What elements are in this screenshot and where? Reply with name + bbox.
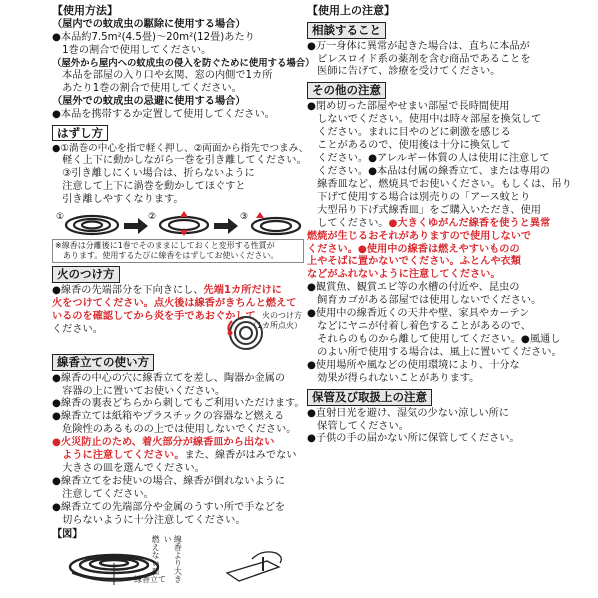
removal-lines xyxy=(52,143,309,207)
removal-note-line: あります。使用するたびに線香をはずしてお使いください。 xyxy=(55,251,279,261)
arrow-up-icon xyxy=(256,212,264,218)
usage-line: ●本品約7.5m²(4.5畳)〜20m²(12畳)あたり xyxy=(52,31,255,43)
stand-heading: 線香立ての使い方 xyxy=(52,354,154,371)
coil-steps-svg xyxy=(52,209,304,237)
other-line: などにヤニが付着し着色することがあるので、 xyxy=(307,321,531,333)
usage-line: （屋外での蚊成虫の忌避に使用する場合） xyxy=(52,95,246,107)
stand-line: ●線香の裏表どちらから刺してもご利用いただけます。 xyxy=(52,398,305,410)
other-line: 飼育カゴがある部屋では使用しないでください。 xyxy=(307,295,542,307)
lighting-text: ●線香の先端部分を下向きにし、 xyxy=(52,285,204,297)
consult-heading: 相談すること xyxy=(307,22,386,39)
other-red-line: 燃焼が生じるおそれがありますので使用しないで xyxy=(307,230,532,242)
lighting-caption: 火のつけ方 xyxy=(262,310,302,320)
figure-bowl-label: 燃えない皿 xyxy=(151,535,161,575)
lighting-caption-sub: （1カ所点火） xyxy=(248,320,302,330)
coil-icon xyxy=(66,216,118,234)
removal-heading: はずし方 xyxy=(52,125,108,142)
stand-red-text: ように注意してください。 xyxy=(52,450,185,462)
other-line: 下げて使用する場合は別売りの「アース蚊とり xyxy=(307,191,531,203)
stand-red-line: ●火災防止のため、着火部分が線香皿から出ない xyxy=(52,437,275,449)
usage-lines xyxy=(52,31,315,122)
consult-line: ●万一身体に異常が起きた場合は、直ちに本品が xyxy=(307,40,530,52)
lighting-red-line: 火をつけてください。点火後は線香がきちんと燃えて xyxy=(52,298,297,310)
other-line: ください。まれに目やのどに刺激を感じる xyxy=(307,126,511,138)
lighting-red-text: 先端1カ所だけに xyxy=(203,285,282,297)
arrow-right-icon xyxy=(124,218,148,234)
figure-bowl-size-label: 線香より大きい xyxy=(163,535,183,583)
stand-figure xyxy=(52,529,304,587)
other-red-line: などがふれないように注意してください。 xyxy=(307,269,501,281)
stand-line: 大きさの皿を選んでください。 xyxy=(52,463,205,475)
other-line: ●使用中の線香近くの天井や壁、家具やカーテン xyxy=(307,308,530,320)
storage-line: ●直射日光を避け、湿気の少ない涼しい所に xyxy=(307,407,510,419)
other-heading: その他の注意 xyxy=(307,82,386,99)
other-line: 線香皿など、燃焼具でお使いください。もしくは、吊り xyxy=(307,178,572,190)
removal-line: 注意して上下に渦巻を動かしてほぐすと xyxy=(52,181,246,193)
step-2-label: ② xyxy=(148,212,157,223)
other-line: ●使用場所や風などの使用環境により、十分な xyxy=(307,360,520,372)
removal-line: 軽く上下に動かしながら一巻を引き離してください。 xyxy=(52,155,307,167)
stand-line: 容器の上に置いてお使いください。 xyxy=(52,385,226,397)
removal-note xyxy=(52,239,304,263)
removal-steps-illustration xyxy=(52,209,304,237)
stand-line: ●線香立てをお使いの場合、線香が倒れないように xyxy=(52,476,286,488)
storage-heading: 保管及び取扱上の注意 xyxy=(307,389,432,406)
arrow-up-icon xyxy=(180,211,188,217)
other-lines xyxy=(307,101,572,386)
other-line: ください。●アレルギー体質の人は使用に注意して xyxy=(307,152,550,164)
left-column xyxy=(52,4,315,587)
other-line: 大型吊り下げ式線香皿」をご購入いただき、使用 xyxy=(307,204,541,216)
stand-line: ●線香立ての先端部分や金属のうすい所で手などを xyxy=(52,502,286,514)
stand-text: また、線香がはみでない xyxy=(184,450,297,462)
stand-line: 注意してください。 xyxy=(52,489,154,501)
other-red-line: ください。●使用中の線香は燃えやすいものの xyxy=(307,243,520,255)
usage-line: あたり1巻の割合で使用してください。 xyxy=(52,82,242,94)
figure-title: 【図】 xyxy=(52,529,83,540)
hand-holding-stand-icon xyxy=(227,552,281,581)
storage-lines xyxy=(307,408,552,447)
consult-line: ピレスロイド系の薬剤を含む商品であることを xyxy=(307,53,531,65)
figure-stand-label: 線香立て xyxy=(134,575,166,584)
other-line: 効果が得られないことがあります。 xyxy=(307,373,480,385)
other-red-line: 上やそばに置かないでください。ふとんや衣類 xyxy=(307,256,521,268)
lighting-illustration xyxy=(216,311,304,351)
usage-line: 1巻の割合で使用してください。 xyxy=(52,44,212,56)
coil-icon xyxy=(252,218,300,234)
arrow-right-icon xyxy=(214,218,238,234)
storage-line: ●子供の手の届かない所に保管してください。 xyxy=(307,433,520,445)
removal-line: ●①渦巻の中心を指で軽く押し、②両面から指先でつまみ、 xyxy=(52,143,309,155)
removal-line: 引き離しやすくなります。 xyxy=(52,194,184,206)
usage-method-title: 【使用方法】 xyxy=(52,4,118,17)
usage-indoor-heading: （屋内での蚊成虫の駆除に使用する場合） xyxy=(52,18,246,30)
stand-line: 切らないように十分注意してください。 xyxy=(52,515,246,527)
lighting-row xyxy=(52,311,304,351)
other-line: ください。●本品は付属の線香立て、または専用の xyxy=(307,165,550,177)
stand-line: ●線香立ては紙箱やプラスチックの容器など燃える xyxy=(52,411,285,423)
removal-line: ③引き離しにくい場合は、折らないように xyxy=(52,168,255,180)
usage-line: 本品を部屋の入り口や玄関、窓の内側で1カ所 xyxy=(52,69,273,81)
lighting-line: ください。 xyxy=(52,323,103,335)
consult-line: 医師に告げて、診療を受けてください。 xyxy=(307,66,501,78)
lighting-heading: 火のつけ方 xyxy=(52,266,120,283)
other-text: してください。 xyxy=(307,217,389,229)
other-line: それらのものから離して使用してください。●風通し xyxy=(307,334,561,346)
stand-line xyxy=(52,450,304,463)
other-red-text: ●大きくゆがんだ線香を使うと異常 xyxy=(388,217,551,229)
right-column xyxy=(307,4,572,446)
usage-line: （屋外から屋内への蚊成虫の侵入を防ぐために使用する場合） xyxy=(52,57,315,69)
other-line: ●観賞魚、観賞エビ等の水槽の付近や、昆虫の xyxy=(307,282,520,294)
stand-line: ●線香の中心の穴に線香立てを差し、陶器か金属の xyxy=(52,372,286,384)
other-line: ことがあるので、使用後は十分に換気して xyxy=(307,139,511,151)
usage-line: ●本品を携帯するか定置して使用してください。 xyxy=(52,108,275,120)
lighting-line xyxy=(52,285,304,298)
removal-note-line: ※線香は分離後に1巻でそのままにしておくと変形する性質が xyxy=(55,241,275,251)
stand-line: 危険性のあるものの上では使用しないでください。 xyxy=(52,424,297,436)
stand-body xyxy=(52,373,304,528)
other-line: しないでください。使用中は時々部屋を換気して xyxy=(307,113,542,125)
storage-line: 保管してください。 xyxy=(307,420,409,432)
lit-coil-icon xyxy=(216,311,276,351)
lighting-red-line: いるのを確認してから炎を手であおぐかして xyxy=(52,310,256,322)
step-1-label: ① xyxy=(56,212,65,223)
lighting-body xyxy=(52,285,304,351)
precautions-title: 【使用上の注意】 xyxy=(307,4,395,17)
consult-lines xyxy=(307,41,552,80)
other-line: のよい所で使用する場合は、風上に置いてください。 xyxy=(307,347,562,359)
step-3-label: ③ xyxy=(240,212,249,223)
other-line xyxy=(307,218,552,231)
other-line: ●閉め切った部屋やせまい部屋で長時間使用 xyxy=(307,101,510,113)
